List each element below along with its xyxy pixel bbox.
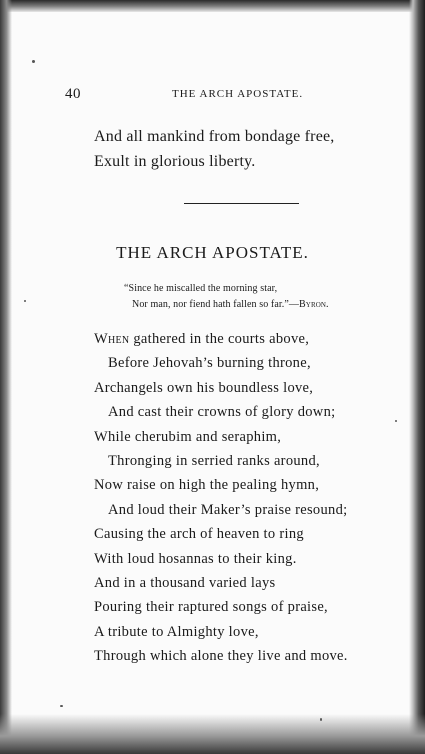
previous-stanza-line: Exult in glorious liberty. (94, 153, 256, 170)
epigraph-line (132, 299, 329, 310)
verse-line: While cherubim and seraphim, (94, 428, 282, 445)
scan-speck (24, 300, 26, 302)
epigraph-line: “Since he miscalled the morning star, (124, 283, 278, 294)
scan-edge-left (0, 0, 12, 754)
verse-line: And cast their crowns of glory down; (108, 404, 336, 421)
verse-line: And in a thousand varied lays (94, 574, 276, 591)
verse-line: And loud their Maker’s praise resound; (108, 501, 348, 518)
verse-line-text: gathered in the courts above, (129, 331, 310, 347)
poem-title: THE ARCH APOSTATE. (116, 243, 309, 262)
scan-edge-top (0, 0, 425, 12)
scan-speck (320, 718, 322, 721)
epigraph-text: Nor man, nor fiend hath fallen so far.”— (132, 299, 300, 310)
verse-line: Causing the arch of heaven to ring (94, 526, 304, 543)
verse-line: Now raise on high the pealing hymn, (94, 477, 320, 494)
opening-word: When (94, 331, 130, 347)
verse-line: Pouring their raptured songs of praise, (94, 599, 328, 616)
verse-line: Archangels own his boundless love, (94, 379, 314, 396)
verse-line: Through which alone they live and move. (94, 648, 348, 665)
verse-line: Before Jehovah’s burning throne, (108, 355, 311, 372)
scan-speck (32, 60, 35, 63)
previous-stanza-line: And all mankind from bondage free, (94, 128, 335, 145)
running-head: THE ARCH APOSTATE. (172, 88, 304, 100)
scan-speck (60, 705, 63, 707)
page-number: 40 (65, 86, 81, 102)
poem-verse (94, 327, 348, 668)
verse-line: A tribute to Almighty love, (94, 623, 259, 640)
verse-line: Thronging in serried ranks around, (108, 452, 320, 469)
verse-line (94, 327, 348, 351)
scan-edge-right (409, 0, 425, 754)
section-divider-rule (184, 203, 299, 204)
scan-speck (395, 420, 397, 422)
verse-line: With loud hosannas to their king. (94, 550, 297, 567)
epigraph-attribution: Byron. (299, 299, 329, 310)
scan-edge-bottom (0, 714, 425, 754)
